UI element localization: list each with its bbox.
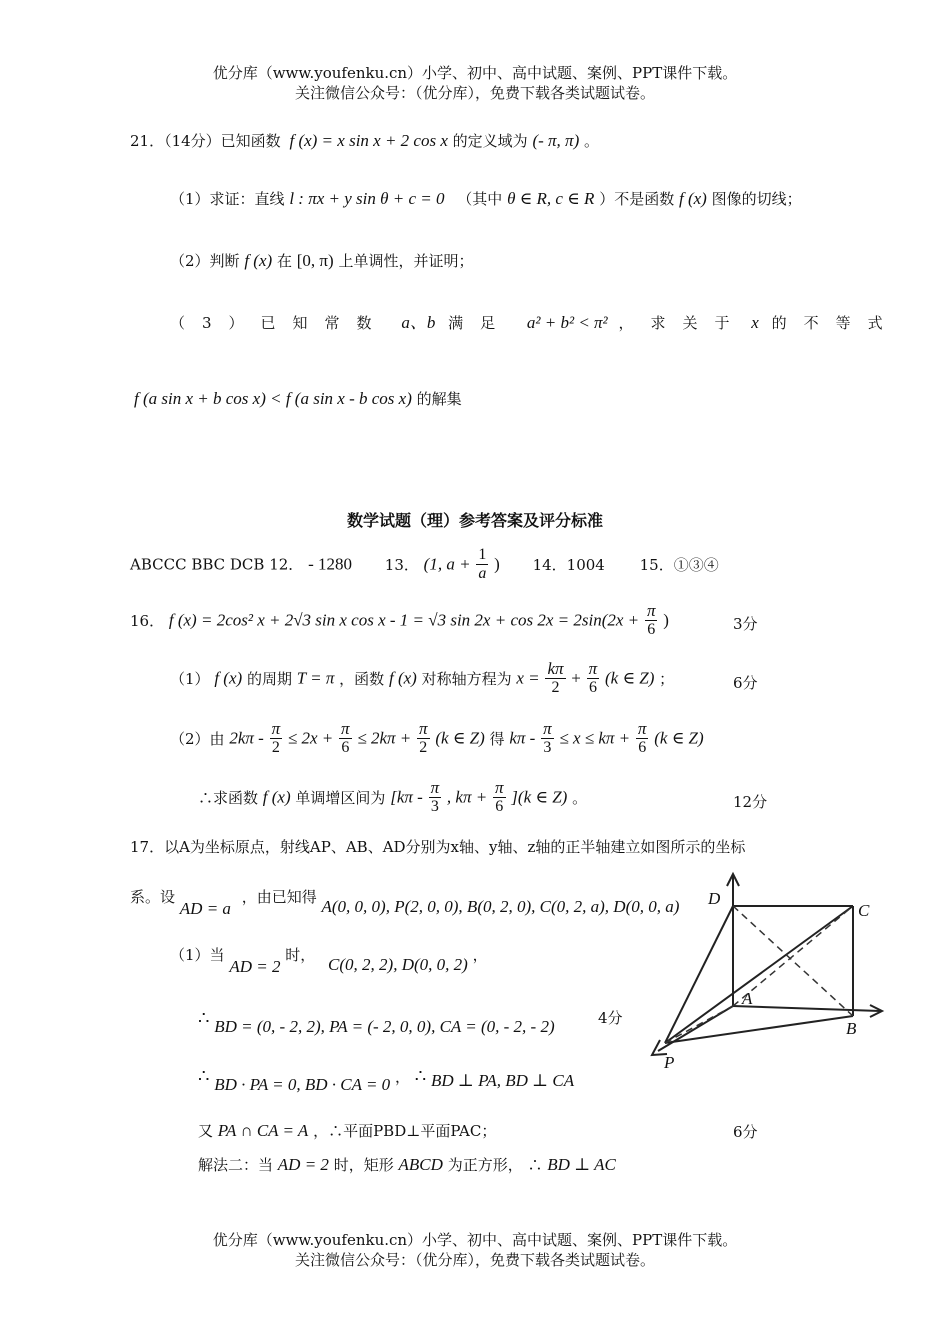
- y-axis: [733, 1006, 880, 1011]
- q21-part3-inequality: f (a sin x + b cos x) < f (a sin x - b cos x) 的解集: [134, 389, 462, 408]
- q17-score-6: 6分: [733, 1123, 758, 1141]
- q21-part2: （2）判断 f (x) 在 [0, π) 上单调性，并证明；: [170, 251, 474, 270]
- label-A: A: [742, 989, 753, 1008]
- edge-PD: [665, 906, 733, 1043]
- label-C: C: [858, 901, 870, 920]
- answers-row: ABCCC BBC DCB 12． - 1280 13． (1, a + $\frac{1}{a}$ ) 14．1004 15．①③④: [130, 546, 719, 582]
- q21-part3: （3）已知常数 a、b 满足 a² + b² < π² ，求关于 x 的不等式: [170, 313, 900, 332]
- q16-main: 16． f (x) = 2cos² x + 2√3 sin x cos x - 1 = √3 sin 2x + cos 2x = 2sin(2x + $\frac{\pi}{6}$ ): [130, 601, 669, 638]
- q17-part1: （1）当 AD = 2 时， C(0, 2, 2), D(0, 0, 2) ，: [170, 946, 488, 976]
- q17-method2: 解法二：当 AD = 2 时，矩形 ABCD 为正方形， ∴ BD ⊥ AC: [198, 1155, 616, 1174]
- label-D: D: [708, 889, 721, 908]
- footer-line-2: 关注微信公众号：（优分库），免费下载各类试题试卷。: [294, 1251, 655, 1269]
- edge-PC: [665, 906, 853, 1043]
- header-line-2: 关注微信公众号：（优分库），免费下载各类试题试卷。: [294, 84, 655, 102]
- q17-vectors: ∴ BD = (0, - 2, 2), PA = (- 2, 0, 0), CA = (0, - 2, - 2): [198, 1008, 555, 1036]
- header-line-1: 优分库（www.youfenku.cn）小学、初中、高中试题、案例、PPT课件下载。: [212, 64, 738, 82]
- q16-part2: （2）由 2kπ - $\frac{\pi}{2}$ ≤ 2x + $\frac{\pi}{6}$ ≤ 2kπ + $\frac{\pi}{2}$ (k ∈ Z) 得 kπ - $\frac{\pi}{3}$ ≤ x ≤ kπ + $\frac{\pi}{6}$ (k ∈ Z): [170, 719, 704, 756]
- q17-solid-figure: [640, 868, 890, 1078]
- label-P: P: [664, 1053, 675, 1072]
- q21-part1: （1）求证：直线 l : πx + y sin θ + c = 0 （其中 θ ∈ R, c ∈ R ）不是函数 f (x) 图像的切线；: [170, 189, 802, 208]
- q16-score-1: 3分: [733, 615, 758, 633]
- q17-line2: 系。设 AD = a ，由已知得 A(0, 0, 0), P(2, 0, 0), B(0, 2, 0), C(0, 2, a), D(0, 0, a): [130, 888, 680, 918]
- label-B: B: [846, 1019, 857, 1038]
- q16-increasing-interval: ∴求函数 f (x) 单调增区间为 [kπ - $\frac{\pi}{3}$ , kπ + $\frac{\pi}{6}$ ](k ∈ Z) 。: [198, 778, 588, 815]
- q17-dot-products: ∴ BD · PA = 0, BD · CA = 0 ， ∴ BD ⊥ PA, BD ⊥ CA: [198, 1066, 575, 1094]
- q16-score-3: 12分: [733, 793, 768, 811]
- q17-plane-perpendicular: 又 PA ∩ CA = A ，∴平面PBD⊥平面PAC；: [198, 1121, 497, 1140]
- q16-part1: （1） f (x) 的周期 T = π ，函数 f (x) 对称轴方程为 x = $\frac{k\pi}{2}$ + $\frac{\pi}{6}$ (k ∈ Z) ；: [170, 659, 675, 696]
- q17-score-4: 4分: [598, 1009, 623, 1027]
- footer-line-1: 优分库（www.youfenku.cn）小学、初中、高中试题、案例、PPT课件下载。: [212, 1231, 738, 1249]
- answers-title: 数学试题（理）参考答案及评分标准: [346, 511, 603, 530]
- q17-intro: 17．以A为坐标原点，射线AP、AB、AD分别为x轴、y轴、z轴的正半轴建立如图所示的坐标: [130, 838, 746, 856]
- q16-score-2: 6分: [733, 674, 758, 692]
- q21-intro: 21．（14分）已知函数 f (x) = x sin x + 2 cos x 的定义域为 (- π, π) 。: [130, 131, 600, 150]
- answer13-fraction: $\frac{1}{a}$: [478, 546, 487, 582]
